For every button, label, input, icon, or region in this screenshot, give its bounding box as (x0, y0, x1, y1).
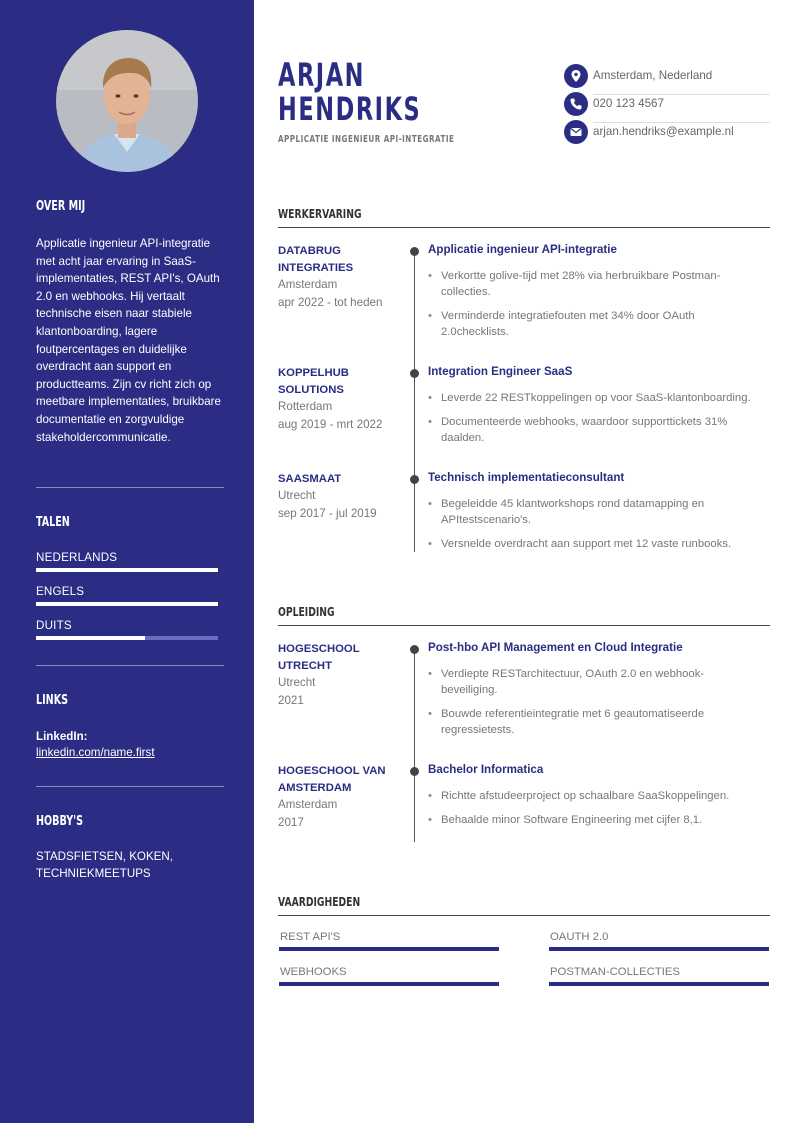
skill-level-fill (549, 947, 769, 951)
timeline-dot (410, 247, 419, 256)
job-title: APPLICATIE INGENIEUR API-INTEGRATIE (278, 134, 455, 145)
school-name: HOGESCHOOL VAN AMSTERDAM (278, 765, 386, 794)
language-name: NEDERLANDS (36, 551, 118, 564)
timeline-line (414, 650, 415, 842)
position-title: Technisch implementatieconsultant (428, 471, 625, 484)
language-name: ENGELS (36, 585, 85, 598)
employer-name: DATABRUG INTEGRATIES (278, 245, 354, 274)
contact-email (564, 120, 770, 144)
employment-period: apr 2022 - tot heden (278, 296, 383, 309)
sidebar (0, 0, 254, 1123)
achievement-item: • Richtte afstudeerproject op schaalbare SaaSkoppelingen. (428, 788, 760, 804)
skill-item (279, 966, 499, 986)
school-name: HOGESCHOOL UTRECHT (278, 643, 360, 672)
linkedin-label: LinkedIn: (36, 730, 88, 743)
phone-icon (564, 92, 588, 116)
email-text[interactable]: arjan.hendriks@example.nl (593, 125, 734, 138)
achievement-list (428, 390, 760, 454)
contact-location (564, 64, 770, 88)
hobbies-text: STADSFIETSEN, KOKEN, TECHNIEKMEETUPS (36, 850, 174, 880)
skill-name: WEBHOOKS (280, 966, 347, 978)
language-level-bar (36, 636, 218, 640)
links-heading: LINKS (36, 693, 69, 708)
hobbies-heading: HOBBY'S (36, 814, 84, 829)
language-item (36, 551, 218, 572)
achievement-list (428, 268, 760, 348)
section-rule (278, 915, 770, 916)
skill-name: REST API'S (280, 931, 341, 943)
achievement-list (428, 496, 760, 560)
school-city: Amsterdam (278, 798, 338, 811)
language-level-fill (36, 568, 218, 572)
achievement-list (428, 666, 760, 746)
candidate-name (278, 58, 434, 126)
employer-name: SAASMAAT (278, 473, 342, 485)
skill-level-fill (279, 947, 499, 951)
contact-phone (564, 92, 770, 116)
profile-photo (56, 30, 198, 172)
language-name: DUITS (36, 619, 72, 632)
sidebar-divider (36, 786, 224, 787)
degree-title: Post-hbo API Management en Cloud Integratie (428, 641, 683, 654)
employer-city: Utrecht (278, 489, 316, 502)
skill-level-bar (279, 982, 499, 986)
about-text: Applicatie ingenieur API-integratie met acht jaar ervaring in SaaS-implementaties, REST API's, OAuth 2.0 en webhooks. Hij vertaalt technische eisen naar stabiele klantonboarding, lagere foutpercentages en duidelijke overdracht aan support en productteams. Zijn cv richt zich op meetbare implementaties, bruikbare documentatie en zorgvuldige stakeholdercommunicatie. (36, 237, 221, 444)
skill-item (549, 931, 769, 951)
sidebar-divider (36, 665, 224, 666)
skill-level-bar (279, 947, 499, 951)
first-name: ARJAN (278, 56, 365, 94)
achievement-item: • Documenteerde webhooks, waardoor supporttickets 31% daalden. (428, 414, 760, 446)
education-heading: OPLEIDING (278, 604, 335, 619)
language-item (36, 619, 218, 640)
achievement-list (428, 788, 760, 836)
timeline-dot (410, 645, 419, 654)
achievement-item: • Verdiepte RESTarchitectuur, OAuth 2.0 en webhook-beveiliging. (428, 666, 760, 698)
achievement-item: • Begeleidde 45 klantworkshops rond datamapping en APItestscenario's. (428, 496, 760, 528)
skill-level-fill (549, 982, 769, 986)
achievement-item: • Versnelde overdracht aan support met 12 vaste runbooks. (428, 536, 760, 552)
section-rule (278, 227, 770, 228)
section-rule (278, 625, 770, 626)
envelope-icon (564, 120, 588, 144)
achievement-item: • Leverde 22 RESTkoppelingen op voor SaaS-klantonboarding. (428, 390, 760, 406)
language-level-bar (36, 602, 218, 606)
achievement-item: • Verkortte golive-tijd met 28% via herbruikbare Postman-collecties. (428, 268, 760, 300)
skill-item (279, 931, 499, 951)
language-level-fill (36, 636, 145, 640)
skill-name: POSTMAN-COLLECTIES (550, 966, 680, 978)
linkedin-link[interactable]: linkedin.com/name.first (36, 746, 155, 759)
position-title: Integration Engineer SaaS (428, 365, 573, 378)
skill-level-bar (549, 947, 769, 951)
employer-city: Rotterdam (278, 400, 333, 413)
position-title: Applicatie ingenieur API-integratie (428, 243, 617, 256)
timeline-dot (410, 475, 419, 484)
skill-level-bar (549, 982, 769, 986)
employer-name: KOPPELHUB SOLUTIONS (278, 367, 349, 396)
last-name: HENDRIKS (278, 90, 422, 128)
timeline-dot (410, 369, 419, 378)
skill-item (549, 966, 769, 986)
achievement-item: • Bouwde referentieintegratie met 6 geautomatiseerde regressietests. (428, 706, 760, 738)
map-pin-icon (564, 64, 588, 88)
graduation-year: 2017 (278, 816, 304, 829)
sidebar-divider (36, 487, 224, 488)
language-level-fill (36, 602, 218, 606)
employer-city: Amsterdam (278, 278, 338, 291)
skill-level-fill (279, 982, 499, 986)
graduation-year: 2021 (278, 694, 304, 707)
experience-heading: WERKERVARING (278, 206, 362, 221)
location-text: Amsterdam, Nederland (593, 69, 713, 82)
language-level-bar (36, 568, 218, 572)
employment-period: aug 2019 - mrt 2022 (278, 418, 383, 431)
degree-title: Bachelor Informatica (428, 763, 544, 776)
language-item (36, 585, 218, 606)
achievement-item: • Behaalde minor Software Engineering met cijfer 8,1. (428, 812, 760, 828)
achievement-item: • Verminderde integratiefouten met 34% door OAuth 2.0checklists. (428, 308, 760, 340)
phone-text: 020 123 4567 (593, 97, 664, 110)
employment-period: sep 2017 - jul 2019 (278, 507, 377, 520)
skills-heading: VAARDIGHEDEN (278, 894, 361, 909)
languages-heading: TALEN (36, 515, 70, 530)
school-city: Utrecht (278, 676, 316, 689)
skill-name: OAUTH 2.0 (550, 931, 609, 943)
about-heading: OVER MIJ (36, 199, 86, 214)
timeline-line (414, 252, 415, 552)
timeline-dot (410, 767, 419, 776)
